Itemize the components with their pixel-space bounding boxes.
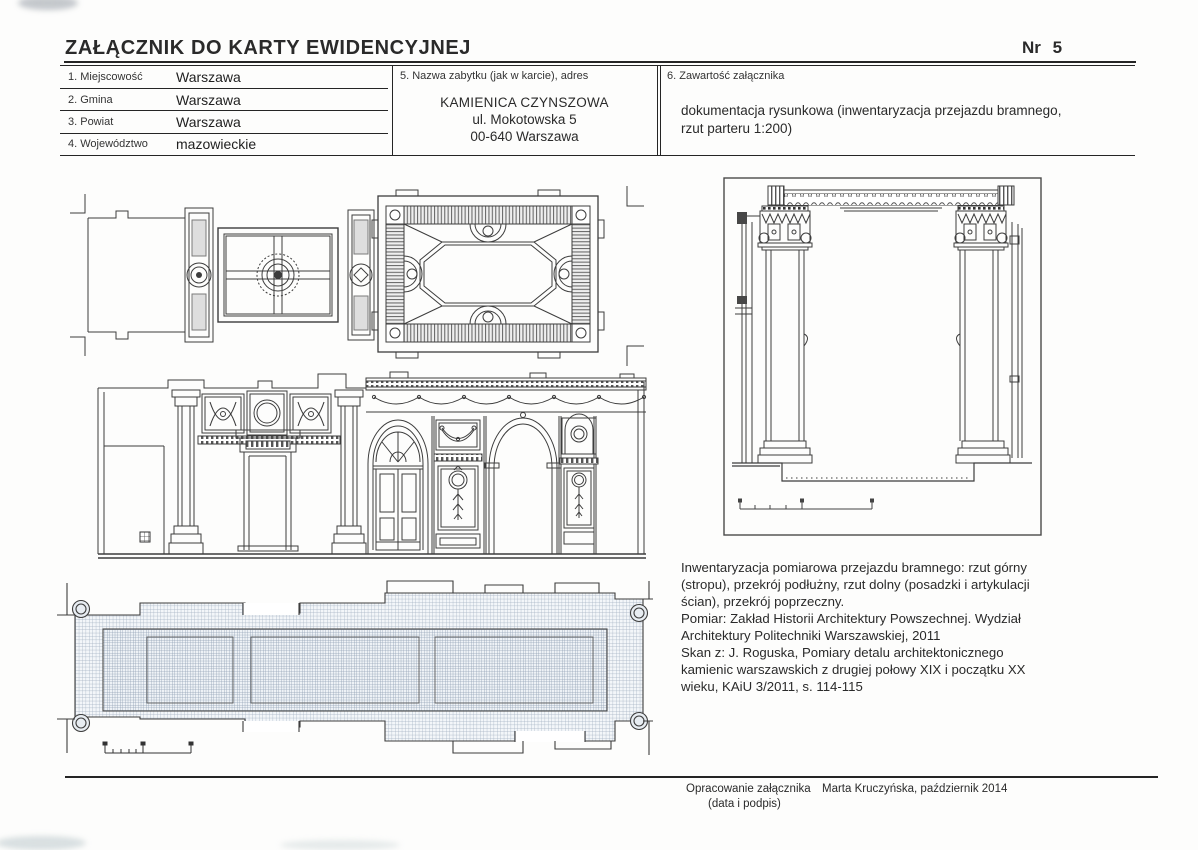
field-label-wojewodztwo: 4. Województwo [68, 138, 148, 150]
floor-plan-drawing [55, 575, 655, 763]
caption-line: ścian), przekrój poprzeczny. [681, 594, 845, 609]
table-line [60, 110, 388, 111]
field-value-wojewodztwo: mazowieckie [176, 136, 257, 152]
monument-label: 5. Nazwa zabytku (jak w karcie), adres [400, 70, 589, 82]
table-line [660, 65, 661, 155]
scan-artifact [18, 0, 78, 10]
field-value-miejscowosc: Warszawa [176, 69, 241, 85]
drawing-caption [681, 559, 1161, 695]
field-label-gmina: 2. Gmina [68, 94, 113, 106]
longitudinal-section-drawing [60, 368, 652, 568]
contents-line-2: rzut parteru 1:200) [681, 121, 793, 136]
table-line [60, 88, 388, 89]
footer-author-date: Marta Kruczyńska, październik 2014 [822, 783, 1008, 795]
ceiling-plan-drawing [60, 180, 652, 372]
cross-section-drawing [722, 176, 1043, 537]
caption-line: (stropu), przekrój podłużny, rzut dolny (posadzki i artykulacji [681, 577, 1030, 592]
field-value-gmina: Warszawa [176, 92, 241, 108]
scale-bar [103, 742, 193, 753]
table-line [657, 65, 658, 155]
footer-rule [65, 776, 1158, 778]
caption-line: Architektury Politechniki Warszawskiej, 2011 [681, 628, 941, 643]
field-label-powiat: 3. Powiat [68, 116, 114, 128]
caption-line: Pomiar: Zakład Historii Architektury Powszechnej. Wydział [681, 611, 1021, 626]
monument-address-1: ul. Mokotowska 5 [472, 112, 577, 127]
header-rule [64, 61, 1136, 63]
scale-bar [739, 499, 874, 509]
monument-address-2: 00-640 Warszawa [470, 129, 579, 144]
table-line [60, 65, 1135, 66]
footer-sublabel: (data i podpis) [708, 798, 781, 810]
field-value-powiat: Warszawa [176, 114, 241, 130]
monument-name: KAMIENICA CZYNSZOWA [440, 95, 609, 110]
footer-label: Opracowanie załącznika [686, 783, 811, 795]
contents-label: 6. Zawartość załącznika [667, 70, 785, 82]
caption-line: Skan z: J. Roguska, Pomiary detalu architektonicznego [681, 645, 1004, 660]
caption-line: wieku, KAiU 3/2011, s. 114-115 [681, 679, 863, 694]
contents-line-1: dokumentacja rysunkowa (inwentaryzacja przejazdu bramnego, [681, 103, 1062, 118]
page-title: ZAŁĄCZNIK DO KARTY EWIDENCYJNEJ [65, 37, 472, 59]
field-label-miejscowosc: 1. Miejscowość [68, 71, 143, 83]
caption-line: kamienic warszawskich z drugiej połowy XIX i początku XX [681, 662, 1026, 677]
scan-artifact [280, 840, 400, 850]
attachment-number: Nr 5 [1022, 38, 1063, 57]
table-line [60, 133, 388, 134]
caption-line: Inwentaryzacja pomiarowa przejazdu bramnego: rzut górny [681, 560, 1027, 575]
table-line [60, 155, 1135, 156]
